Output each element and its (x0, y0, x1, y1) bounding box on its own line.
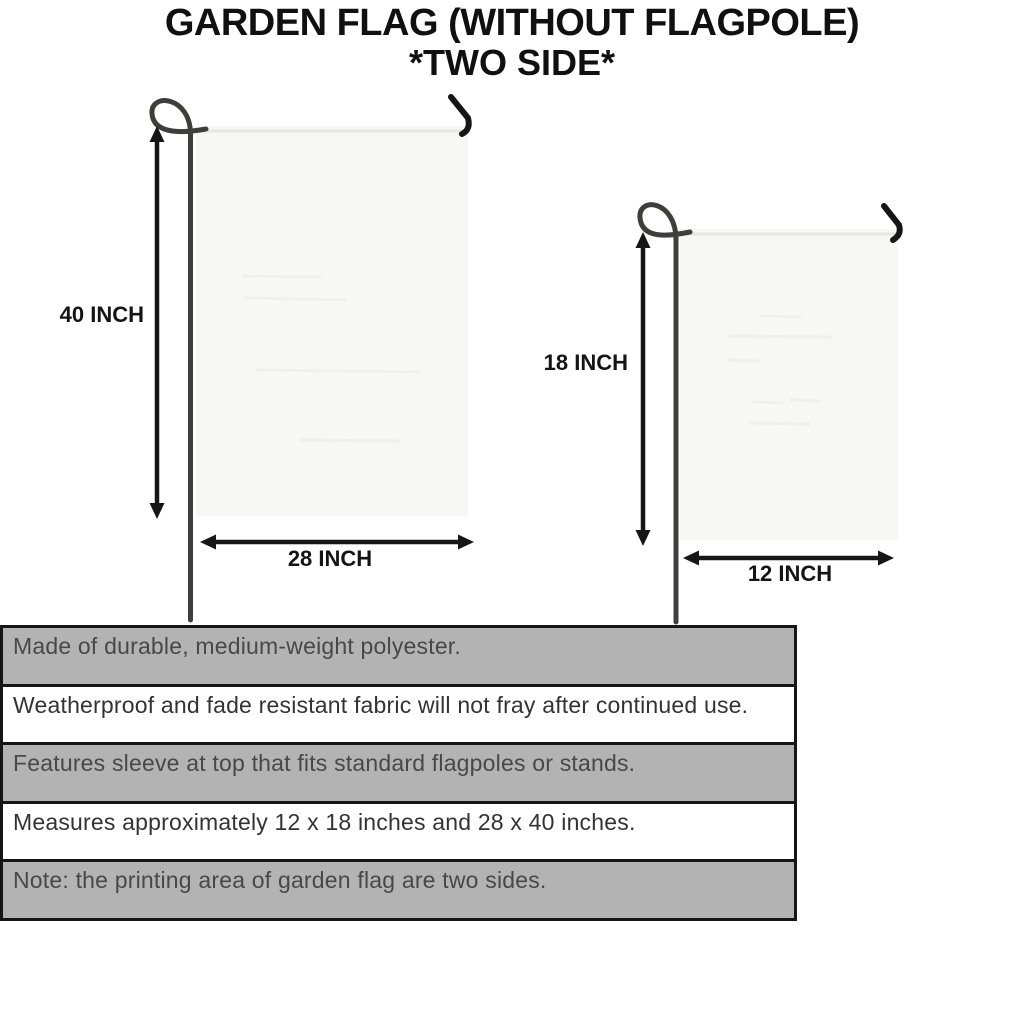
large-flag-group (150, 97, 475, 620)
feature-row (3, 804, 794, 863)
large-flag-height-label: 40 INCH (59, 302, 144, 327)
feature-text: Note: the printing area of garden flag are two sides. (13, 867, 547, 894)
feature-row (3, 745, 794, 804)
feature-list (0, 625, 797, 921)
title-line-1: GARDEN FLAG (WITHOUT FLAGPOLE) (164, 2, 860, 44)
feature-text: Made of durable, medium-weight polyester. (13, 633, 461, 659)
large-flag-width-label: 28 INCH (287, 546, 373, 571)
title-line-2: *TWO SIDE* (408, 42, 615, 83)
large-flag-body (196, 126, 468, 516)
small-flag-height-arrow (636, 232, 651, 546)
large-flag-height-arrow (150, 126, 165, 519)
small-flag-body (680, 229, 898, 540)
feature-text: Weatherproof and fade resistant fabric will not fray after continued use. (13, 691, 749, 718)
small-flag-group (636, 205, 900, 622)
feature-row (3, 687, 794, 746)
feature-text: Features sleeve at top that fits standard flagpoles or stands. (13, 750, 636, 777)
feature-row (3, 862, 794, 918)
small-flag-width-label: 12 INCH (747, 561, 833, 586)
feature-row (3, 628, 794, 687)
feature-text: Measures approximately 12 x 18 inches and 28 x 40 inches. (13, 808, 636, 835)
small-flag-height-label: 18 INCH (543, 350, 628, 375)
